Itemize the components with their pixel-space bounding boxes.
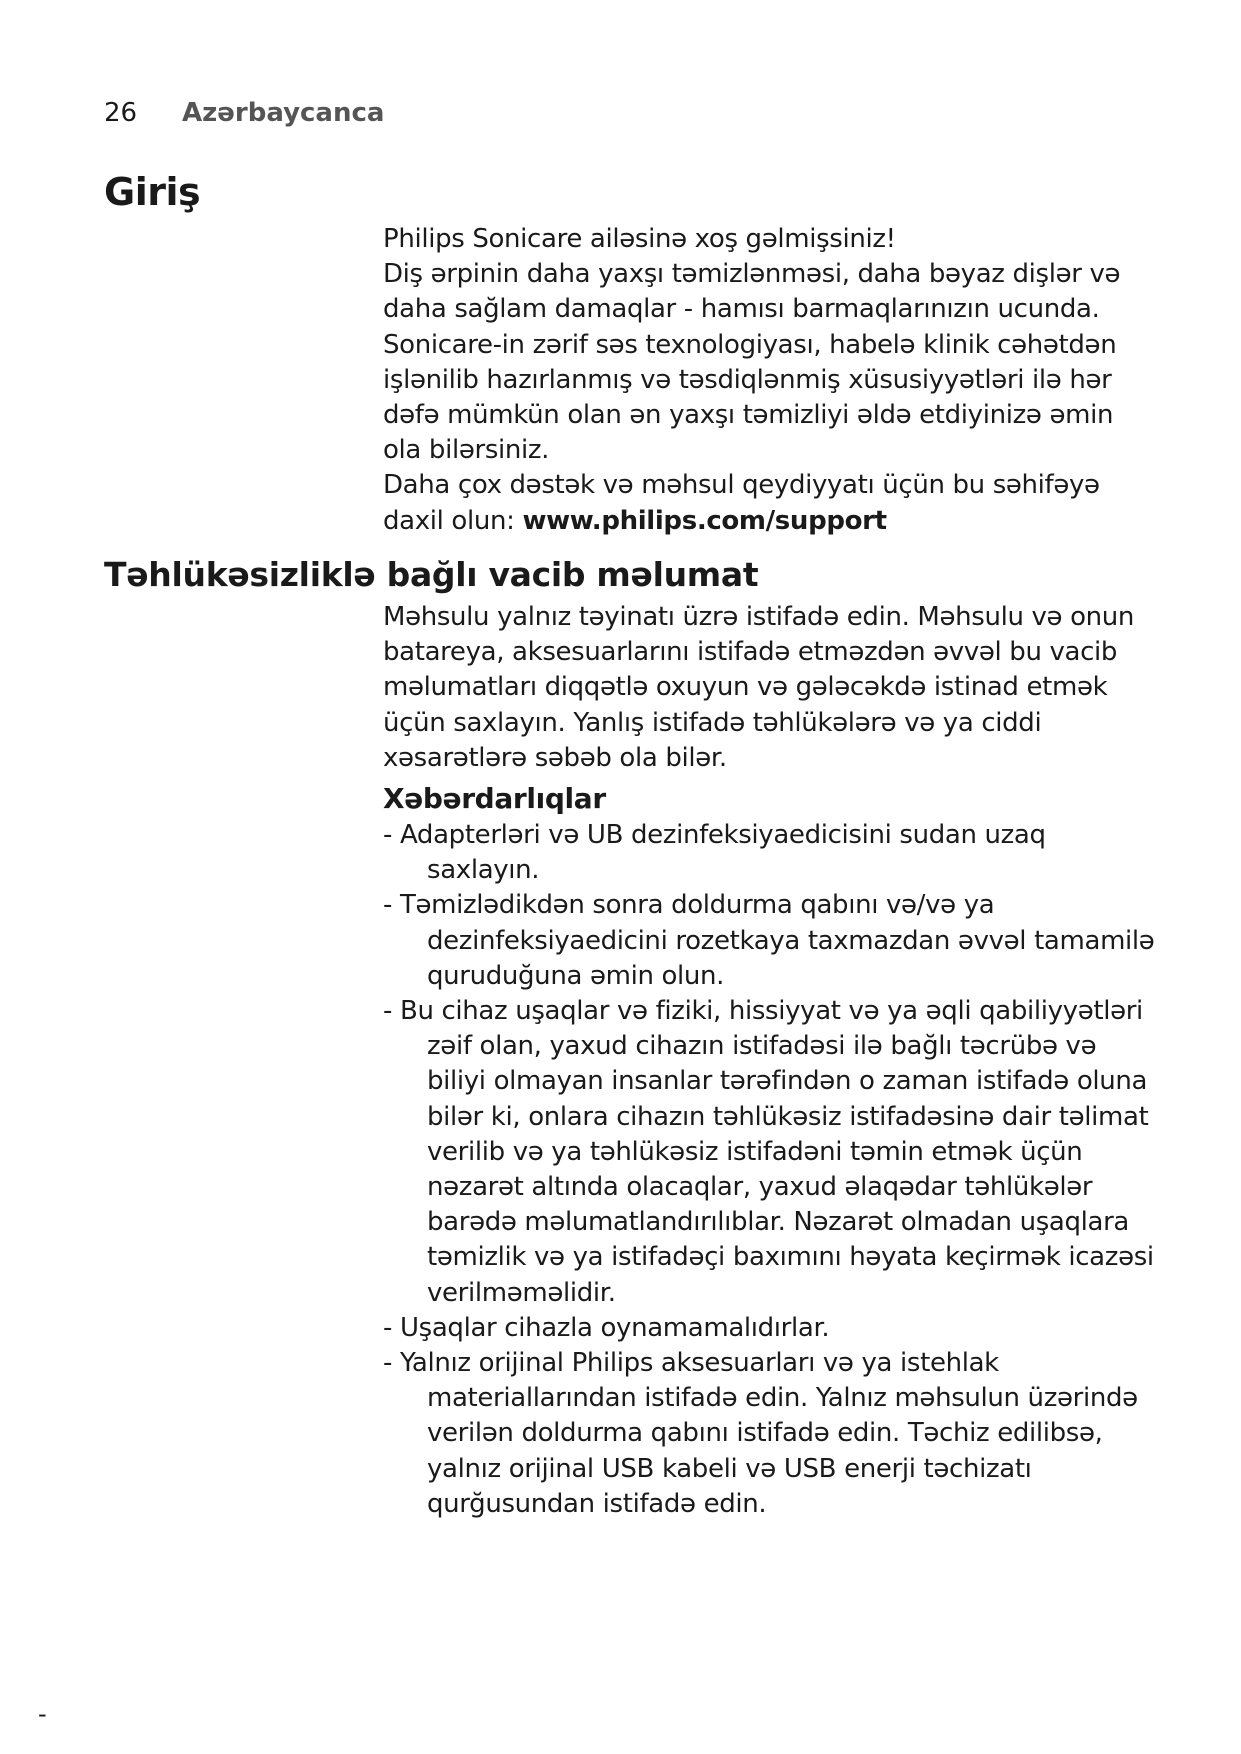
safety-section <box>383 600 1158 1522</box>
page-header <box>104 98 384 128</box>
safety-title: Təhlükəsizliklə bağlı vacib məlumat <box>104 555 759 594</box>
page-number: 26 <box>104 98 138 128</box>
support-link[interactable]: www.philips.com/support <box>522 505 887 536</box>
language-label: Azərbaycanca <box>182 98 385 128</box>
warning-item: - Yalnız orijinal Philips aksesuarları və ya istehlak materiallarından istifadə edin. Yalnız məhsulun üzərində verilən doldurma qabını istifadə edin. Təchiz edilibsə, yalnız orijinal USB kabeli və USB enerji təchizatı qurğusundan istifadə edin. <box>383 1346 1158 1522</box>
safety-paragraph: Məhsulu yalnız təyinatı üzrə istifadə edin. Məhsulu və onun batareya, aksesuarlarını istifadə etməzdən əvvəl bu vacib məlumatları diqqətlə oxuyun və gələcəkdə istinad etmək üçün saxlayın. Yanlış istifadə təhlükələrə və ya ciddi xəsarətlərə səbəb ola bilər. <box>383 602 1135 773</box>
intro-paragraph: Diş ərpinin daha yaxşı təmizlənməsi, daha bəyaz dişlər və daha sağlam damaqlar - hamısı barmaqlarınızın ucunda. Sonicare-in zərif səs texnologiyası, habelə klinik cəhətdən işlənilib hazırlanmış və təsdiqlənmiş xüsusiyyətləri ilə hər dəfə mümkün olan ən yaxşı təmizliyi əldə etdiyinizə əmin ola bilərsiniz. <box>383 259 1121 466</box>
intro-title: Giriş <box>104 170 201 214</box>
intro-paragraph: Philips Sonicare ailəsinə xoş gəlmişsiniz! <box>383 224 896 254</box>
warning-item: - Bu cihaz uşaqlar və fiziki, hissiyyat və ya əqli qabiliyyətləri zəif olan, yaxud cihazın istifadəsi ilə bağlı təcrübə və biliyi olmayan insanlar tərəfindən o zaman istifadə oluna bilər ki, onlara cihazın təhlükəsiz istifadəsinə dair təlimat verilib və ya təhlükəsiz istifadəni təmin etmək üçün nəzarət altında olacaqlar, yaxud əlaqədar təhlükələr barədə məlumatlandırılıblar. Nəzarət olmadan uşaqlara təmizlik və ya istifadəçi baxımını həyata keçirmək icazəsi verilməməlidir. <box>383 994 1158 1311</box>
warnings-list <box>383 818 1158 1522</box>
support-paragraph <box>383 468 1158 538</box>
footer-mark: - <box>38 1700 47 1728</box>
intro-section <box>383 222 1158 539</box>
warning-item: - Təmizlədikdən sonra doldurma qabını və/və ya dezinfeksiyaedicini rozetkaya taxmazdan əvvəl tamamilə quruduğuna əmin olun. <box>383 888 1158 994</box>
support-text: Daha çox dəstək və məhsul qeydiyyatı üçün bu səhifəyə daxil olun: <box>383 470 1100 536</box>
warning-item: - Adapterləri və UB dezinfeksiyaedicisini sudan uzaq saxlayın. <box>383 818 1158 888</box>
warnings-title: Xəbərdarlıqlar <box>383 782 606 816</box>
warning-item: - Uşaqlar cihazla oynamamalıdırlar. <box>383 1311 1158 1346</box>
